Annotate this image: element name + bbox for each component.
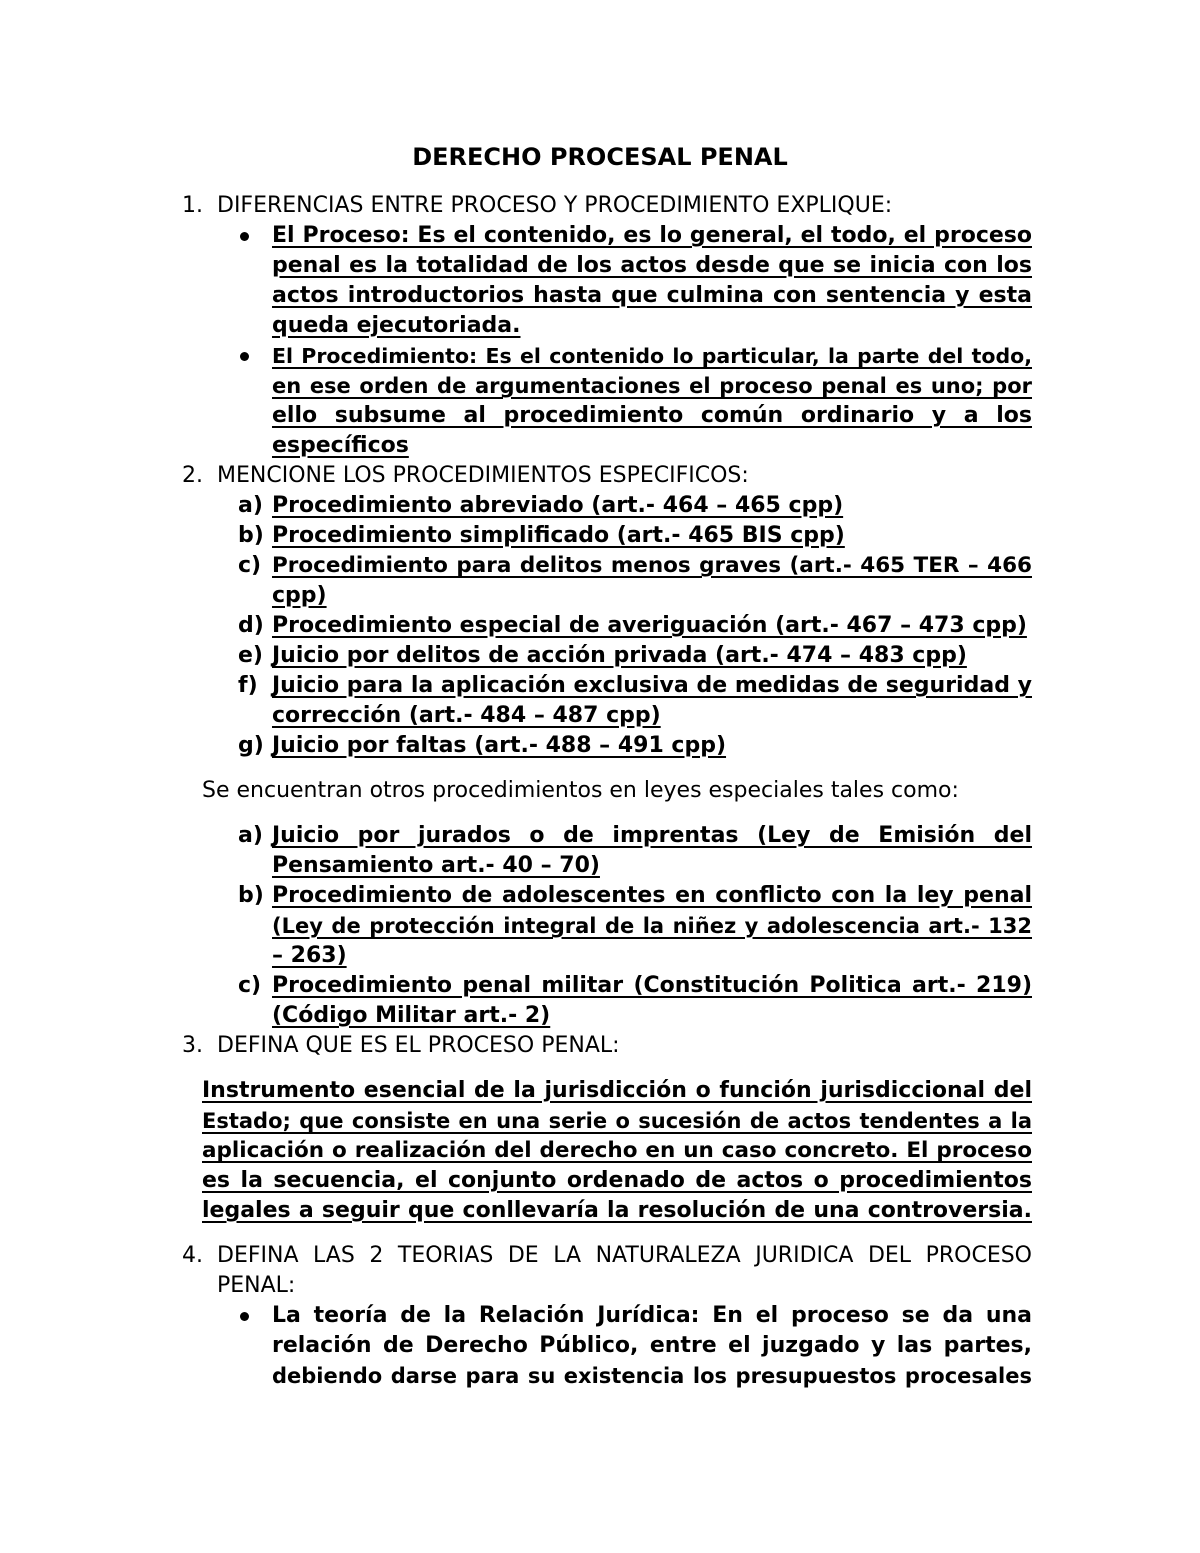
special-laws-note: Se encuentran otros procedimientos en leyes especiales tales como: <box>202 778 959 803</box>
question-4-heading: DEFINA LAS 2 TEORIAS DE LA NATURALEZA JURIDICA DEL PROCESO <box>217 1243 1032 1268</box>
list-item-text: Procedimiento de adolescentes en conflicto con la ley penal <box>272 883 1032 908</box>
list-item-letter: g) <box>238 733 264 758</box>
list-item-text: corrección (art.- 484 – 487 cpp) <box>272 703 661 728</box>
list-item-text: (Código Militar art.- 2) <box>272 1003 551 1028</box>
question-2-number: 2. <box>182 463 203 488</box>
relacion-juridica-line: debiendo darse para su existencia los presupuestos procesales <box>272 1364 1032 1388</box>
list-item-letter: b) <box>238 523 264 548</box>
list-item-text: Juicio por faltas (art.- 488 – 491 cpp) <box>272 733 727 758</box>
list-item-letter: a) <box>238 823 263 848</box>
list-item-text: Procedimiento penal militar (Constitución Politica art.- 219) <box>272 973 1032 998</box>
list-item-letter: f) <box>238 673 258 698</box>
list-item-text: – 263) <box>272 943 347 968</box>
list-item-text: cpp) <box>272 583 327 608</box>
question-3-heading: DEFINA QUE ES EL PROCESO PENAL: <box>217 1033 620 1058</box>
question-1-number: 1. <box>182 193 203 218</box>
proceso-definition-line: penal es la totalidad de los actos desde que se inicia con los <box>272 253 1032 278</box>
question-2-heading: MENCIONE LOS PROCEDIMIENTOS ESPECIFICOS: <box>217 463 749 488</box>
list-item-text: Juicio por delitos de acción privada (art.- 474 – 483 cpp) <box>272 643 967 668</box>
question-3-number: 3. <box>182 1033 203 1058</box>
bullet-icon <box>240 232 249 241</box>
proceso-definition-line: queda ejecutoriada. <box>272 313 521 338</box>
proceso-penal-definition-line: es la secuencia, el conjunto ordenado de actos o procedimientos <box>202 1168 1032 1193</box>
proceso-penal-definition-line: Estado; que consiste en una serie o sucesión de actos tendentes a la <box>202 1109 1032 1133</box>
list-item-text: Procedimiento simplificado (art.- 465 BIS cpp) <box>272 523 845 548</box>
list-item-text: Procedimiento especial de averiguación (art.- 467 – 473 cpp) <box>272 613 1027 638</box>
list-item-letter: e) <box>238 643 263 668</box>
list-item-letter: c) <box>238 553 262 578</box>
procedimiento-definition-line: específicos <box>272 433 409 458</box>
document-title: DERECHO PROCESAL PENAL <box>412 143 788 171</box>
bullet-icon <box>240 1312 249 1321</box>
procedimiento-definition-line: El Procedimiento: Es el contenido lo particular, la parte del todo, <box>272 344 1032 368</box>
question-1-heading: DIFERENCIAS ENTRE PROCESO Y PROCEDIMIENTO EXPLIQUE: <box>217 193 893 218</box>
procedimiento-definition-line: ello subsume al procedimiento común ordinario y a los <box>272 403 1032 428</box>
proceso-penal-definition-line: legales a seguir que conllevaría la resolución de una controversia. <box>202 1198 1032 1223</box>
proceso-penal-definition-line: Instrumento esencial de la jurisdicción o función jurisdiccional del <box>202 1078 1032 1103</box>
procedimiento-definition-line: en ese orden de argumentaciones el proceso penal es uno; por <box>272 374 1032 398</box>
bullet-icon <box>240 352 249 361</box>
list-item-letter: d) <box>238 613 264 638</box>
list-item-text: Pensamiento art.- 40 – 70) <box>272 853 600 878</box>
question-4-number: 4. <box>182 1243 203 1268</box>
relacion-juridica-line: La teoría de la Relación Jurídica: En el proceso se da una <box>272 1303 1032 1328</box>
list-item-text: (Ley de protección integral de la niñez y adolescencia art.- 132 <box>272 914 1032 938</box>
list-item-letter: a) <box>238 493 263 518</box>
list-item-letter: b) <box>238 883 264 908</box>
list-item-text: Juicio para la aplicación exclusiva de medidas de seguridad y <box>272 673 1032 698</box>
relacion-juridica-line: relación de Derecho Público, entre el juzgado y las partes, <box>272 1333 1032 1358</box>
list-item-text: Procedimiento abreviado (art.- 464 – 465 cpp) <box>272 493 844 518</box>
list-item-text: Procedimiento para delitos menos graves (art.- 465 TER – 466 <box>272 553 1032 578</box>
proceso-penal-definition-line: aplicación o realización del derecho en un caso concreto. El proceso <box>202 1138 1032 1163</box>
proceso-definition-line: El Proceso: Es el contenido, es lo general, el todo, el proceso <box>272 223 1032 248</box>
proceso-definition-line: actos introductorios hasta que culmina con sentencia y esta <box>272 283 1032 308</box>
question-4-heading: PENAL: <box>217 1273 296 1298</box>
list-item-text: Juicio por jurados o de imprentas (Ley de Emisión del <box>272 823 1032 848</box>
list-item-letter: c) <box>238 973 262 998</box>
